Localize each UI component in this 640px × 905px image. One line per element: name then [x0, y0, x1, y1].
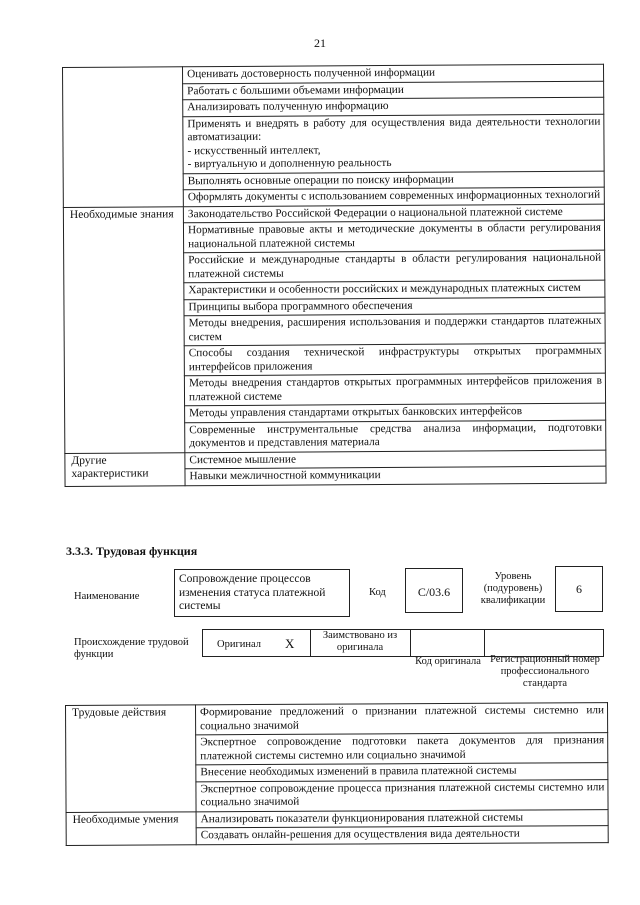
origin-row	[202, 629, 604, 657]
table-cell: Оценивать достоверность полученной информации	[183, 64, 604, 83]
table-cell: Внесение необходимых изменений в правила платежной системы	[196, 763, 608, 782]
section-title: 3.3.3. Трудовая функция	[66, 544, 198, 558]
row-label: Другие характеристики	[65, 452, 185, 486]
table-cell: Системное мышление	[185, 450, 606, 469]
row-label: Необходимые знания	[63, 206, 185, 453]
row-label: Трудовые действия	[66, 705, 197, 812]
table-cell: Экспертное сопровождение процесса признания платежной системы системно или социально значимой	[196, 779, 608, 811]
table-cell: Анализировать показатели функционирования платежной системы	[196, 809, 608, 828]
reg-caption: Регистрационный номер профессионального стандарта	[490, 654, 600, 689]
table-cell: Экспертное сопровождение подготовки пакета документов для признания платежной системы системно или социально значимой	[196, 733, 608, 765]
function-table	[65, 702, 609, 845]
divider	[310, 629, 311, 657]
table-cell: Выполнять основные операции по поиску информации	[183, 171, 604, 190]
table-cell: Способы создания технической инфраструктуры открытых программных интерфейсов приложения	[184, 343, 605, 376]
function-code: C/03.6	[417, 585, 451, 599]
divider	[410, 629, 411, 657]
table-cell: Методы управления стандартами открытых банковских интерфейсов	[185, 403, 606, 422]
original-label: Оригинал	[217, 639, 261, 650]
divider	[484, 629, 485, 657]
table-cell: Оформлять документы с использованием современных информационных технологий	[183, 187, 604, 206]
original-mark: X	[285, 636, 295, 651]
table-cell: Законодательство Российской Федерации о национальной платежной системе	[183, 204, 604, 223]
function-name: Сопровождение процессов изменения статуса платежной системы	[179, 573, 326, 612]
level-label: Уровень (подуровень) квалификации	[480, 571, 546, 606]
level-value-box	[555, 566, 603, 612]
table-cell: Анализировать полученную информацию	[183, 97, 604, 116]
code-label: Код	[369, 587, 386, 598]
table-cell: Формирование предложений о признании платежной системы системно или социально значимой	[196, 703, 608, 735]
table-cell: Применять и внедрять в работу для осуществления вида деятельности технологии автоматизации: - искусственный интеллект, - виртуальную и дополненную реальность	[183, 114, 604, 174]
table-cell: Современные инструментальные средства анализа информации, подготовки документов и представления материала	[185, 420, 606, 453]
function-code-box	[405, 568, 463, 613]
table-cell: Навыки межличностной коммуникации	[185, 466, 606, 485]
table-cell: Методы внедрения стандартов открытых программных интерфейсов приложения в платежной системе	[184, 373, 605, 406]
borrowed-label: Заимствовано из оригинала	[322, 630, 398, 653]
code-caption: Код оригинала	[415, 656, 481, 667]
table-cell: Нормативные правовые акты и методические документы в области регулирования национальной платежной системы	[183, 220, 604, 253]
table-cell: Методы внедрения, расширения использования и поддержки стандартов платежных систем	[184, 313, 605, 346]
page-number: 21	[314, 36, 326, 50]
row-label: Необходимые умения	[66, 811, 196, 845]
table-cell: Характеристики и особенности российских и международных платежных систем	[184, 280, 605, 299]
table-cell: Создавать онлайн-решения для осуществления вида деятельности	[196, 826, 608, 845]
name-label: Наименование	[74, 591, 140, 602]
origin-label: Происхождение трудовой функции	[74, 637, 189, 660]
table-cell: Работать с большими объемами информации	[183, 81, 604, 100]
row-label	[63, 67, 184, 207]
table-cell: Российские и международные стандарты в области регулирования национальной платежной системы	[184, 250, 605, 283]
requirements-table	[62, 64, 607, 487]
table-row	[66, 703, 608, 736]
level-value: 6	[576, 582, 582, 596]
table-cell: Принципы выбора программного обеспечения	[184, 297, 605, 316]
function-name-box	[174, 569, 350, 617]
